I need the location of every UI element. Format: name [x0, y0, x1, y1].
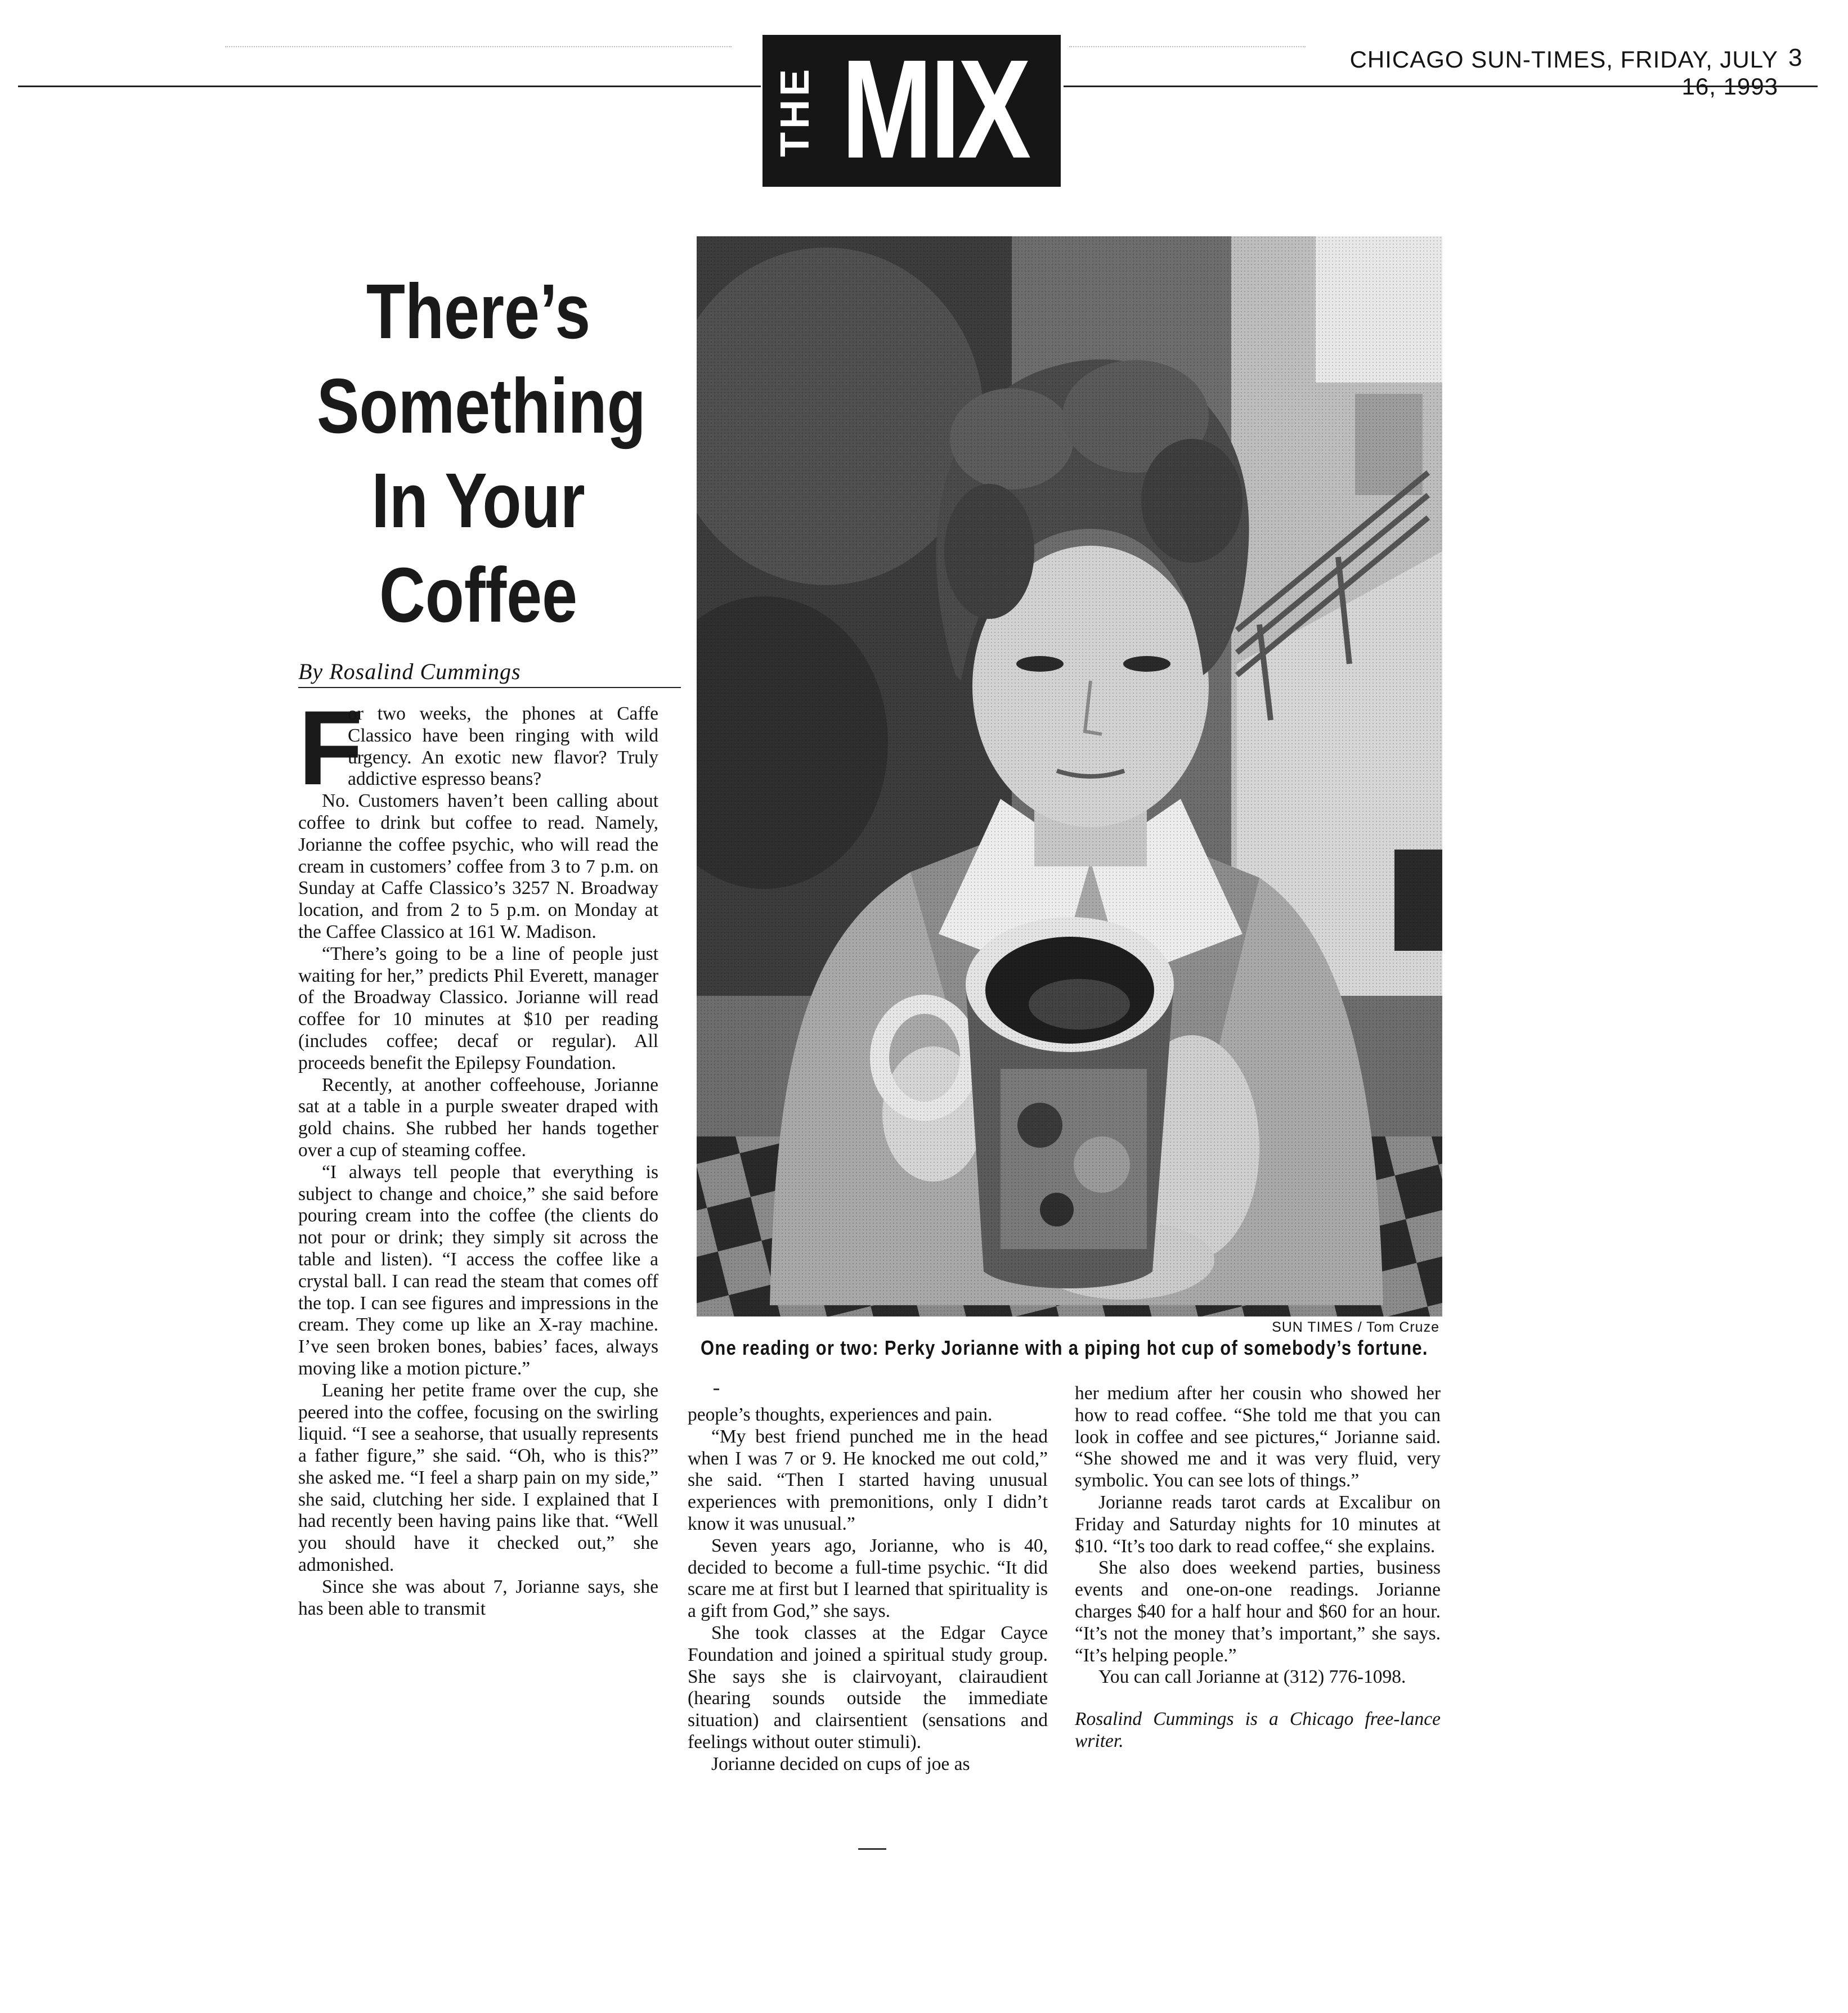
section-logo: [762, 35, 1061, 187]
headline-line: Coffee: [379, 552, 578, 639]
paragraph: or two weeks, the phones at Caffe Classico have been ringing with wild urgency. An exotic new flavor? Truly addictive espresso beans?: [348, 703, 658, 790]
paragraph: Jorianne reads tarot cards at Excalibur on Friday and Saturday nights for 10 minutes at $10. “It’s too dark to read coffee,“ she explains.: [1075, 1491, 1441, 1557]
drop-cap: F: [298, 689, 363, 807]
byline: By Rosalind Cummings: [298, 658, 681, 688]
logo-the: THE: [773, 66, 818, 157]
paragraph: Since she was about 7, Jorianne says, she has been able to transmit: [298, 1576, 658, 1619]
headline-line: In Your: [371, 457, 585, 544]
masthead-speckle-left: [225, 46, 732, 47]
paragraph: She took classes at the Edgar Cayce Foundation and joined a spiritual study group. She says she is clairvoyant, clairaudient (hearing sounds outside the immediate situation) and clairsentient (sensations and feelings without outer stimuli).: [688, 1622, 1048, 1753]
headline-line: Something: [317, 363, 646, 450]
end-mark: [858, 1848, 886, 1850]
photo-jorianne: [697, 236, 1442, 1316]
author-signoff: Rosalind Cummings is a Chicago free-lance writer.: [1075, 1709, 1441, 1751]
paragraph: “I always tell people that everything is subject to change and choice,” she said before pouring cream into the coffee (the clients do not pour or drink; they simply sit across the table and listen). “I access the coffee like a crystal ball. I can read the steam that comes off the top. I can see figures and impressions in the cream. They come up like an X-ray machine. I’ve seen broken bones, babies’ faces, always moving like a motion picture.”: [298, 1161, 658, 1379]
paragraph: She also does weekend parties, business events and one-on-one readings. Jorianne charges $40 for a half hour and $60 for an hour. “It’s not the money that’s important,” she says. “It’s helping people.”: [1075, 1557, 1441, 1666]
masthead-rule-left: [18, 86, 761, 87]
paragraph: You can call Jorianne at (312) 776-1098.: [1098, 1666, 1406, 1688]
paragraph: “My best friend punched me in the head when I was 7 or 9. He knocked me out cold,” she said. “Then I started having unusual experiences with premonitions, only I didn’t know it was unusual.”: [688, 1426, 1048, 1534]
paragraph: her medium after her cousin who showed her how to read coffee. “She told me that you can look in coffee and see pictures,“ Jorianne said. “She showed me and it was very fluid, very symbolic. You can see lots of things.”: [1075, 1383, 1441, 1491]
photo-credit: SUN TIMES / Tom Cruze: [1272, 1319, 1439, 1335]
paragraph: people’s thoughts, experiences and pain.: [688, 1404, 993, 1425]
headline: [281, 264, 675, 642]
paragraph: “There’s going to be a line of people just waiting for her,” predicts Phil Everett, manager of the Broadway Classico. Jorianne will read coffee for 10 minutes at $10 per reading (includes coffee; decaf or regular). All proceeds benefit the Epilepsy Foundation.: [298, 943, 658, 1073]
paragraph: Seven years ago, Jorianne, who is 40, decided to become a full-time psychic. “It did scare me at first but I learned that spirituality is a gift from God,” she says.: [688, 1535, 1048, 1622]
headline-line: There’s: [366, 268, 591, 355]
photo-illustration: [697, 236, 1442, 1316]
article-column-1: [298, 689, 658, 1620]
article-column-2: [688, 1404, 1048, 1776]
paragraph: Leaning her petite frame over the cup, she peered into the coffee, focusing on the swirling liquid. “I see a seahorse, that usually represents a father figure,” she said. “Oh, who is this?” she asked me. “I feel a sharp pain on my side,” she said, clutching her side. I explained that I had recently been having pains like that. “Well you should have it checked out,” she admonished.: [298, 1380, 658, 1576]
paragraph: Jorianne decided on cups of joe as: [711, 1753, 970, 1774]
logo-mix: MIX: [841, 35, 1029, 187]
photo-caption: One reading or two: Perky Jorianne with a piping hot cup of somebody’s fortune.: [701, 1336, 1428, 1359]
paragraph: No. Customers haven’t been calling about coffee to drink but coffee to read. Namely, Jorianne the coffee psychic, who will read the cream in customers’ coffee from 3 to 7 p.m. on Sunday at Caffe Classico’s 3257 N. Broadway location, and from 2 to 5 p.m. on Monday at the Caffee Classico at 161 W. Madison.: [298, 790, 658, 942]
page-number: 3: [1788, 44, 1802, 71]
paragraph: Recently, at another coffeehouse, Jorianne sat at a table in a purple sweater draped with gold chains. She rubbed her hands together over a cup of steaming coffee.: [298, 1074, 658, 1161]
article-column-3: [1075, 1383, 1441, 1753]
masthead-speckle-right: [1069, 46, 1306, 47]
column-tick: [714, 1389, 719, 1390]
dateline: CHICAGO SUN-TIMES, FRIDAY, JULY 16, 1993: [1349, 46, 1778, 100]
